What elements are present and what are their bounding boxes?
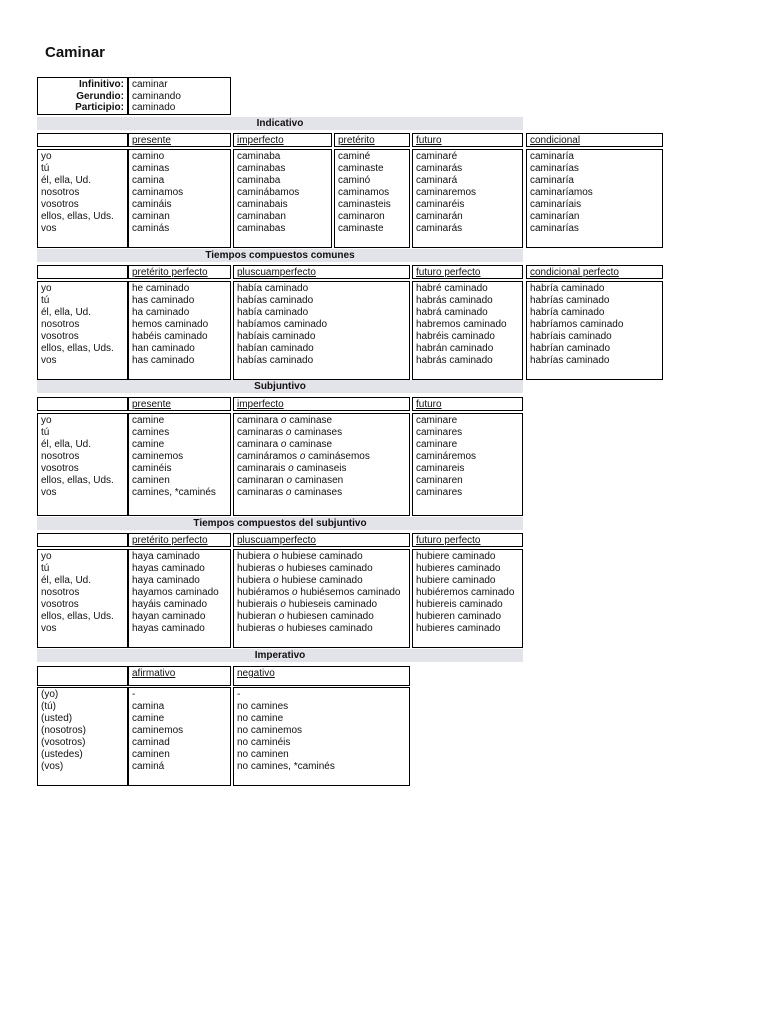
connector-o: o bbox=[273, 575, 279, 586]
conjugation-form: habríais caminado bbox=[530, 331, 612, 342]
conjugation-form bbox=[237, 551, 406, 563]
person-label: ellos, ellas, Uds. bbox=[41, 343, 114, 354]
conjugation-form: caminás bbox=[132, 223, 170, 234]
header-empty-cell bbox=[37, 265, 128, 279]
conjugation-form: caminaríais bbox=[530, 199, 582, 210]
column-header: negativo bbox=[233, 666, 410, 686]
conjugation-form: camináis bbox=[132, 199, 172, 210]
conjugation-form bbox=[237, 427, 406, 439]
conjugation-form: caminarías bbox=[530, 163, 579, 174]
conjugation-form: caminaré bbox=[416, 151, 458, 162]
form-b: hubieses caminado bbox=[286, 623, 373, 634]
conjugation-form: caminen bbox=[132, 475, 170, 486]
conjugation-column bbox=[526, 281, 663, 380]
column-header: presente bbox=[128, 133, 231, 147]
form-a: caminarais bbox=[237, 463, 286, 474]
conjugation-form: hubiere caminado bbox=[416, 551, 496, 562]
conjugation-form: camino bbox=[132, 151, 165, 162]
column-header: futuro bbox=[412, 397, 523, 411]
conjugation-form: habéis caminado bbox=[132, 331, 208, 342]
column-header: pretérito bbox=[334, 133, 410, 147]
info-value: caminar bbox=[132, 79, 168, 90]
header-empty-cell bbox=[37, 397, 128, 411]
person-label: vosotros bbox=[41, 199, 79, 210]
conjugation-column bbox=[128, 149, 231, 248]
conjugation-form: caminarían bbox=[530, 211, 580, 222]
conjugation-form: caminá bbox=[132, 761, 165, 772]
conjugation-form: - bbox=[132, 689, 136, 700]
person-label: (yo) bbox=[41, 689, 59, 700]
person-label: nosotros bbox=[41, 319, 80, 330]
info-labels bbox=[37, 77, 128, 115]
conjugation-form: caminarás bbox=[416, 163, 463, 174]
conjugation-form: no caminéis bbox=[237, 737, 291, 748]
persons-column bbox=[37, 281, 128, 380]
person-label: vosotros bbox=[41, 331, 79, 342]
conjugation-column bbox=[128, 549, 231, 648]
connector-o: o bbox=[288, 463, 294, 474]
conjugation-form: caminamos bbox=[132, 187, 184, 198]
conjugation-form: hayamos caminado bbox=[132, 587, 219, 598]
conjugation-form: camine bbox=[132, 439, 165, 450]
column-header: pluscuamperfecto bbox=[233, 533, 410, 547]
conjugation-column bbox=[412, 413, 523, 516]
conjugation-form: no camine bbox=[237, 713, 284, 724]
column-header: futuro bbox=[412, 133, 523, 147]
conjugation-form: has caminado bbox=[132, 355, 195, 366]
form-a: camináramos bbox=[237, 451, 298, 462]
conjugation-form: hayáis caminado bbox=[132, 599, 208, 610]
conjugation-form: no camines bbox=[237, 701, 289, 712]
conjugation-form: no caminemos bbox=[237, 725, 303, 736]
conjugation-column bbox=[233, 281, 410, 380]
person-label: vos bbox=[41, 623, 57, 634]
conjugation-form bbox=[237, 611, 406, 623]
conjugation-column bbox=[128, 687, 231, 786]
conjugation-form: no camines, *caminés bbox=[237, 761, 335, 772]
person-label: vosotros bbox=[41, 599, 79, 610]
conjugation-column bbox=[233, 413, 410, 516]
conjugation-column bbox=[334, 149, 410, 248]
person-label: vos bbox=[41, 355, 57, 366]
conjugation-form bbox=[237, 623, 406, 635]
conjugation-form: caminarás bbox=[416, 223, 463, 234]
conjugation-form: caminaríamos bbox=[530, 187, 593, 198]
connector-o: o bbox=[285, 427, 292, 438]
form-b: caminaseis bbox=[296, 463, 347, 474]
conjugation-form: caminéis bbox=[132, 463, 172, 474]
conjugation-form: caminaren bbox=[416, 475, 463, 486]
conjugation-form: habrás caminado bbox=[416, 355, 493, 366]
column-header: condicional bbox=[526, 133, 663, 147]
person-label: yo bbox=[41, 151, 52, 162]
connector-o: o bbox=[273, 551, 279, 562]
person-label: yo bbox=[41, 415, 52, 426]
conjugation-form: he caminado bbox=[132, 283, 190, 294]
conjugation-form: caminares bbox=[416, 427, 463, 438]
conjugation-column bbox=[128, 413, 231, 516]
conjugation-form: caminares bbox=[416, 487, 463, 498]
conjugation-form bbox=[237, 575, 406, 587]
person-label: nosotros bbox=[41, 587, 80, 598]
form-b: hubiese caminado bbox=[281, 551, 363, 562]
conjugation-form: caminaste bbox=[338, 223, 384, 234]
conjugation-form: caminemos bbox=[132, 451, 184, 462]
form-a: caminara bbox=[237, 439, 279, 450]
person-label: vos bbox=[41, 487, 57, 498]
conjugation-form bbox=[237, 439, 406, 451]
page-title: Caminar bbox=[45, 44, 106, 61]
connector-o: o bbox=[292, 587, 298, 598]
conjugation-form: hubiereis caminado bbox=[416, 599, 503, 610]
conjugation-column bbox=[412, 149, 523, 248]
form-a: caminara bbox=[237, 415, 279, 426]
person-label: tú bbox=[41, 563, 50, 574]
form-b: hubiesen caminado bbox=[287, 611, 374, 622]
conjugation-form: haya caminado bbox=[132, 575, 200, 586]
column-header: pluscuamperfecto bbox=[233, 265, 410, 279]
conjugation-form: habría caminado bbox=[530, 307, 605, 318]
conjugation-form: caminábamos bbox=[237, 187, 300, 198]
conjugation-form: habías caminado bbox=[237, 355, 314, 366]
conjugation-form: caminaremos bbox=[416, 187, 477, 198]
conjugation-form bbox=[237, 463, 406, 475]
conjugation-form: camine bbox=[132, 713, 165, 724]
persons-column bbox=[37, 549, 128, 648]
conjugation-form: habrán caminado bbox=[416, 343, 494, 354]
column-header: condicional perfecto bbox=[526, 265, 663, 279]
person-label: él, ella, Ud. bbox=[41, 439, 92, 450]
person-label: yo bbox=[41, 551, 52, 562]
person-label: nosotros bbox=[41, 451, 80, 462]
person-label: vos bbox=[41, 223, 57, 234]
section-band-subjuntivo: Subjuntivo bbox=[37, 380, 523, 393]
conjugation-form: caminabas bbox=[237, 163, 286, 174]
column-header: imperfecto bbox=[233, 133, 332, 147]
conjugation-form: habremos caminado bbox=[416, 319, 507, 330]
form-b: caminásemos bbox=[308, 451, 370, 462]
person-label: tú bbox=[41, 295, 50, 306]
connector-o: o bbox=[280, 439, 287, 450]
form-a: hubierais bbox=[237, 599, 278, 610]
section-band-subj_compuestos: Tiempos compuestos del subjuntivo bbox=[37, 517, 523, 530]
header-empty-cell bbox=[37, 666, 128, 686]
conjugation-form: habrías caminado bbox=[530, 355, 610, 366]
conjugation-form: caminen bbox=[132, 749, 170, 760]
connector-o: o bbox=[278, 563, 284, 574]
conjugation-form: caminad bbox=[132, 737, 170, 748]
conjugation-form: - bbox=[237, 689, 241, 700]
conjugation-form: habrá caminado bbox=[416, 307, 488, 318]
conjugation-form: habríamos caminado bbox=[530, 319, 624, 330]
conjugation-form bbox=[237, 599, 406, 611]
conjugation-form: caminaba bbox=[237, 175, 281, 186]
form-b: caminase bbox=[289, 439, 333, 450]
connector-o: o bbox=[280, 415, 287, 426]
person-label: vosotros bbox=[41, 463, 79, 474]
conjugation-form: camines bbox=[132, 427, 170, 438]
person-label: él, ella, Ud. bbox=[41, 175, 92, 186]
conjugation-form bbox=[237, 487, 406, 499]
conjugation-form: habrías caminado bbox=[530, 295, 610, 306]
conjugation-form: habré caminado bbox=[416, 283, 488, 294]
conjugation-form: hubieres caminado bbox=[416, 623, 501, 634]
header-empty-cell bbox=[37, 133, 128, 147]
conjugation-column bbox=[412, 549, 523, 648]
form-a: caminaras bbox=[237, 487, 284, 498]
conjugation-column bbox=[526, 149, 663, 248]
column-header: presente bbox=[128, 397, 231, 411]
conjugation-form: hemos caminado bbox=[132, 319, 209, 330]
form-a: hubieran bbox=[237, 611, 276, 622]
conjugation-form bbox=[237, 475, 406, 487]
conjugation-form: hubiere caminado bbox=[416, 575, 496, 586]
conjugation-form: caminé bbox=[338, 151, 371, 162]
conjugation-form bbox=[237, 415, 406, 427]
conjugation-form: caminaste bbox=[338, 163, 384, 174]
person-label: (tú) bbox=[41, 701, 56, 712]
connector-o: o bbox=[278, 623, 284, 634]
form-b: caminasen bbox=[294, 475, 344, 486]
column-header: afirmativo bbox=[128, 666, 231, 686]
conjugation-form: caminamos bbox=[338, 187, 390, 198]
person-label: nosotros bbox=[41, 187, 80, 198]
conjugation-form: has caminado bbox=[132, 295, 195, 306]
section-band-compuestos: Tiempos compuestos comunes bbox=[37, 249, 523, 262]
connector-o: o bbox=[286, 475, 293, 486]
connector-o: o bbox=[278, 611, 285, 622]
conjugation-form: camináremos bbox=[416, 451, 477, 462]
conjugation-column bbox=[128, 281, 231, 380]
conjugation-form: había caminado bbox=[237, 307, 309, 318]
conjugation-form: no caminen bbox=[237, 749, 289, 760]
section-band-indicativo: Indicativo bbox=[37, 117, 523, 130]
persons-column bbox=[37, 413, 128, 516]
form-a: hubiera bbox=[237, 551, 271, 562]
column-header: futuro perfecto bbox=[412, 265, 523, 279]
conjugation-form: haya caminado bbox=[132, 551, 200, 562]
form-a: hubieras bbox=[237, 623, 276, 634]
form-a: caminaran bbox=[237, 475, 284, 486]
conjugation-form: camine bbox=[132, 415, 165, 426]
conjugation-form: caminare bbox=[416, 439, 458, 450]
column-header: imperfecto bbox=[233, 397, 410, 411]
form-a: hubieras bbox=[237, 563, 276, 574]
conjugation-form: habrás caminado bbox=[416, 295, 493, 306]
header-empty-cell bbox=[37, 533, 128, 547]
person-label: ellos, ellas, Uds. bbox=[41, 475, 114, 486]
person-label: (vos) bbox=[41, 761, 64, 772]
form-b: hubiésemos caminado bbox=[300, 587, 401, 598]
conjugation-form: habrían caminado bbox=[530, 343, 611, 354]
conjugation-form: caminarán bbox=[416, 211, 463, 222]
conjugation-form: había caminado bbox=[237, 283, 309, 294]
connector-o: o bbox=[285, 487, 292, 498]
conjugation-form: caminaban bbox=[237, 211, 286, 222]
conjugation-form: caminaron bbox=[338, 211, 385, 222]
info-label: Participio: bbox=[75, 102, 124, 113]
column-header: futuro perfecto bbox=[412, 533, 523, 547]
conjugation-form: hubiéremos caminado bbox=[416, 587, 515, 598]
conjugation-form: hayan caminado bbox=[132, 611, 206, 622]
conjugation-column bbox=[412, 281, 523, 380]
conjugation-form: habías caminado bbox=[237, 295, 314, 306]
conjugation-form: caminasteis bbox=[338, 199, 391, 210]
conjugation-form: ha caminado bbox=[132, 307, 190, 318]
person-label: (usted) bbox=[41, 713, 73, 724]
info-value: caminando bbox=[132, 90, 181, 102]
conjugation-form: caminaba bbox=[237, 151, 281, 162]
section-band-imperativo: Imperativo bbox=[37, 649, 523, 662]
conjugation-form: caminemos bbox=[132, 725, 184, 736]
conjugation-form: hubieres caminado bbox=[416, 563, 501, 574]
person-label: él, ella, Ud. bbox=[41, 575, 92, 586]
conjugation-form: habíamos caminado bbox=[237, 319, 328, 330]
persons-column bbox=[37, 149, 128, 248]
conjugation-form bbox=[237, 451, 406, 463]
conjugation-form: camines, *caminés bbox=[132, 487, 216, 498]
conjugation-form bbox=[237, 563, 406, 575]
form-b: caminase bbox=[289, 415, 333, 426]
form-a: hubiera bbox=[237, 575, 271, 586]
form-b: caminases bbox=[294, 487, 343, 498]
person-label: tú bbox=[41, 163, 50, 174]
person-label: tú bbox=[41, 427, 50, 438]
conjugation-form: caminare bbox=[416, 415, 458, 426]
person-label: ellos, ellas, Uds. bbox=[41, 611, 114, 622]
conjugation-form: han caminado bbox=[132, 343, 195, 354]
conjugation-form bbox=[237, 587, 406, 599]
form-a: hubiéramos bbox=[237, 587, 290, 598]
form-b: hubieses caminado bbox=[286, 563, 373, 574]
info-label: Infinitivo: bbox=[79, 79, 124, 90]
conjugation-form: habían caminado bbox=[237, 343, 314, 354]
person-label: ellos, ellas, Uds. bbox=[41, 211, 114, 222]
conjugation-form: hubieren caminado bbox=[416, 611, 502, 622]
conjugation-column bbox=[233, 549, 410, 648]
column-header: pretérito perfecto bbox=[128, 533, 231, 547]
info-value: caminado bbox=[132, 102, 176, 113]
person-label: (ustedes) bbox=[41, 749, 83, 760]
persons-column bbox=[37, 687, 128, 786]
conjugation-form: caminaría bbox=[530, 151, 574, 162]
person-label: yo bbox=[41, 283, 52, 294]
conjugation-form: habría caminado bbox=[530, 283, 605, 294]
conjugation-form: camina bbox=[132, 701, 165, 712]
conjugation-form: camina bbox=[132, 175, 165, 186]
conjugation-form: caminabais bbox=[237, 199, 288, 210]
connector-o: o bbox=[299, 451, 306, 462]
person-label: (nosotros) bbox=[41, 725, 87, 736]
form-a: caminaras bbox=[237, 427, 284, 438]
conjugation-form: hayas caminado bbox=[132, 563, 205, 574]
form-b: hubieseis caminado bbox=[288, 599, 378, 610]
column-header: pretérito perfecto bbox=[128, 265, 231, 279]
conjugation-form: habíais caminado bbox=[237, 331, 316, 342]
conjugation-form: caminas bbox=[132, 163, 170, 174]
conjugation-form: caminabas bbox=[237, 223, 286, 234]
conjugation-form: caminará bbox=[416, 175, 458, 186]
conjugation-column bbox=[233, 149, 332, 248]
conjugation-form: caminareis bbox=[416, 463, 465, 474]
connector-o: o bbox=[280, 599, 286, 610]
conjugation-form: caminarías bbox=[530, 223, 579, 234]
conjugation-form: hayas caminado bbox=[132, 623, 205, 634]
conjugation-form: caminó bbox=[338, 175, 371, 186]
conjugation-column bbox=[233, 687, 410, 786]
info-values bbox=[128, 77, 231, 115]
conjugation-form: habréis caminado bbox=[416, 331, 495, 342]
person-label: él, ella, Ud. bbox=[41, 307, 92, 318]
info-label: Gerundio: bbox=[76, 90, 124, 102]
form-b: hubiese caminado bbox=[281, 575, 363, 586]
person-label: (vosotros) bbox=[41, 737, 86, 748]
conjugation-form: caminaría bbox=[530, 175, 574, 186]
conjugation-form: caminaréis bbox=[416, 199, 465, 210]
conjugation-form: caminan bbox=[132, 211, 170, 222]
form-b: caminases bbox=[294, 427, 343, 438]
